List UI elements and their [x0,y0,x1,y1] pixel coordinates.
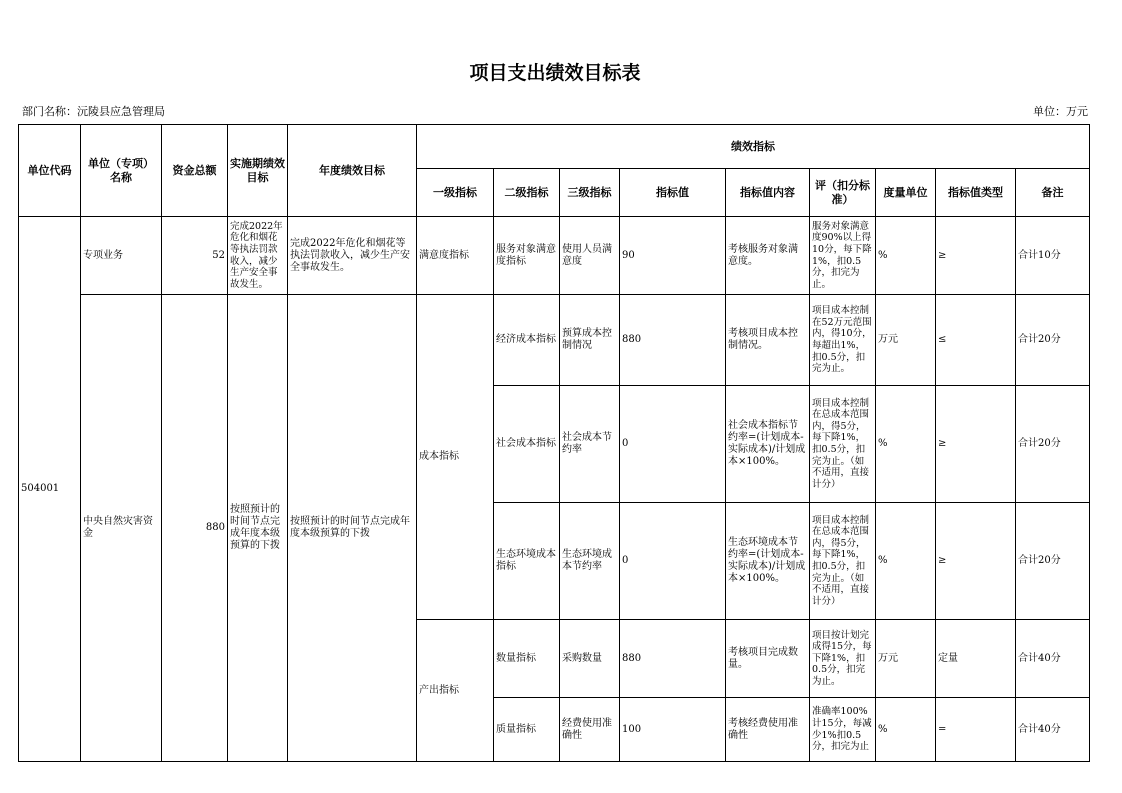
indicator-content: 考核经费使用准确性 [726,698,810,762]
indicator-value: 880 [620,620,726,698]
remark: 合计20分 [1016,295,1090,386]
level3-indicator: 生态环境成本节约率 [560,503,620,620]
indicator-value: 90 [620,217,726,295]
measure-unit: % [876,217,936,295]
page-title: 项目支出绩效目标表 [469,62,641,84]
header-level2: 二级指标 [494,169,560,217]
value-type: = [936,698,1016,762]
header-level1: 一级指标 [417,169,494,217]
remark: 合计20分 [1016,386,1090,503]
department-name: 部门名称：沅陵县应急管理局 [22,105,165,118]
header-value-type: 指标值类型 [936,169,1016,217]
scoring-standard: 项目成本控制在52万元范围内，得10分，每超出1%，扣0.5分，扣完为止。 [810,295,876,386]
header-unit-code: 单位代码 [19,125,81,217]
header-remarks: 备注 [1016,169,1090,217]
measure-unit: % [876,698,936,762]
unit-code-cell: 504001 [19,217,81,762]
remark: 合计40分 [1016,698,1090,762]
remark: 合计40分 [1016,620,1090,698]
currency-unit: 单位：万元 [1033,105,1088,118]
scoring-standard: 服务对象满意度90%以上得10分，每下降1%，扣0.5分，扣完为止。 [810,217,876,295]
header-scoring: 评（扣分标准） [810,169,876,217]
indicator-value: 0 [620,386,726,503]
header-content: 指标值内容 [726,169,810,217]
level2-indicator: 生态环境成本指标 [494,503,560,620]
project-name: 中央自然灾害资金 [81,295,162,762]
level2-indicator: 服务对象满意度指标 [494,217,560,295]
header-measure-unit: 度量单位 [876,169,936,217]
indicator-value: 100 [620,698,726,762]
period-goal: 完成2022年危化和烟花等执法罚款收入，减少生产安全事故发生。 [228,217,288,295]
value-type: ≤ [936,295,1016,386]
table-row [19,217,1090,295]
header-level3: 三级指标 [560,169,620,217]
level2-indicator: 经济成本指标 [494,295,560,386]
level3-indicator: 使用人员满意度 [560,217,620,295]
header-period-goal: 实施期绩效目标 [228,125,288,217]
measure-unit: % [876,386,936,503]
indicator-value: 880 [620,295,726,386]
scoring-standard: 项目按计划完成得15分，每下降1%，扣0.5分，扣完为止。 [810,620,876,698]
table-row [19,295,1090,386]
level2-indicator: 数量指标 [494,620,560,698]
indicator-content: 考核项目成本控制情况。 [726,295,810,386]
indicator-value: 0 [620,503,726,620]
project-name: 专项业务 [81,217,162,295]
measure-unit: 万元 [876,620,936,698]
scoring-standard: 准确率100%计15分，每减少1%扣0.5分，扣完为止 [810,698,876,762]
header-total-funds: 资金总额 [162,125,228,217]
value-type: ≥ [936,217,1016,295]
value-type: ≥ [936,386,1016,503]
indicator-content: 考核服务对象满意度。 [726,217,810,295]
level1-indicator: 产出指标 [417,620,494,762]
annual-goal: 完成2022年危化和烟花等执法罚款收入，减少生产安全事故发生。 [288,217,417,295]
remark: 合计20分 [1016,503,1090,620]
header-annual-goal: 年度绩效目标 [288,125,417,217]
value-type: ≥ [936,503,1016,620]
performance-table [18,124,1090,762]
header-value: 指标值 [620,169,726,217]
scoring-standard: 项目成本控制在总成本范围内，得5分，每下降1%，扣0.5分，扣完为止。（如不适用，直接计分） [810,503,876,620]
remark: 合计10分 [1016,217,1090,295]
header-indicators: 绩效指标 [417,125,1090,169]
level3-indicator: 预算成本控制情况 [560,295,620,386]
value-type: 定量 [936,620,1016,698]
measure-unit: 万元 [876,295,936,386]
scoring-standard: 项目成本控制在总成本范围内，得5分，每下降1%，扣0.5分，扣完为止。（如不适用，直接计分） [810,386,876,503]
level1-indicator: 满意度指标 [417,217,494,295]
level3-indicator: 采购数量 [560,620,620,698]
project-funds: 52 [162,217,228,295]
level1-indicator: 成本指标 [417,295,494,620]
indicator-content: 社会成本指标节约率=(计划成本-实际成本)/计划成本×100%。 [726,386,810,503]
header-row-1 [19,125,1090,169]
level3-indicator: 经费使用准确性 [560,698,620,762]
indicator-content: 生态环境成本节约率=(计划成本-实际成本)/计划成本×100%。 [726,503,810,620]
level3-indicator: 社会成本节约率 [560,386,620,503]
measure-unit: % [876,503,936,620]
indicator-content: 考核项目完成数量。 [726,620,810,698]
project-funds: 880 [162,295,228,762]
level2-indicator: 质量指标 [494,698,560,762]
annual-goal: 按照预计的时间节点完成年度本级预算的下拨 [288,295,417,762]
level2-indicator: 社会成本指标 [494,386,560,503]
period-goal: 按照预计的时间节点完成年度本级预算的下拨 [228,295,288,762]
header-unit-name: 单位（专项）名称 [81,125,162,217]
